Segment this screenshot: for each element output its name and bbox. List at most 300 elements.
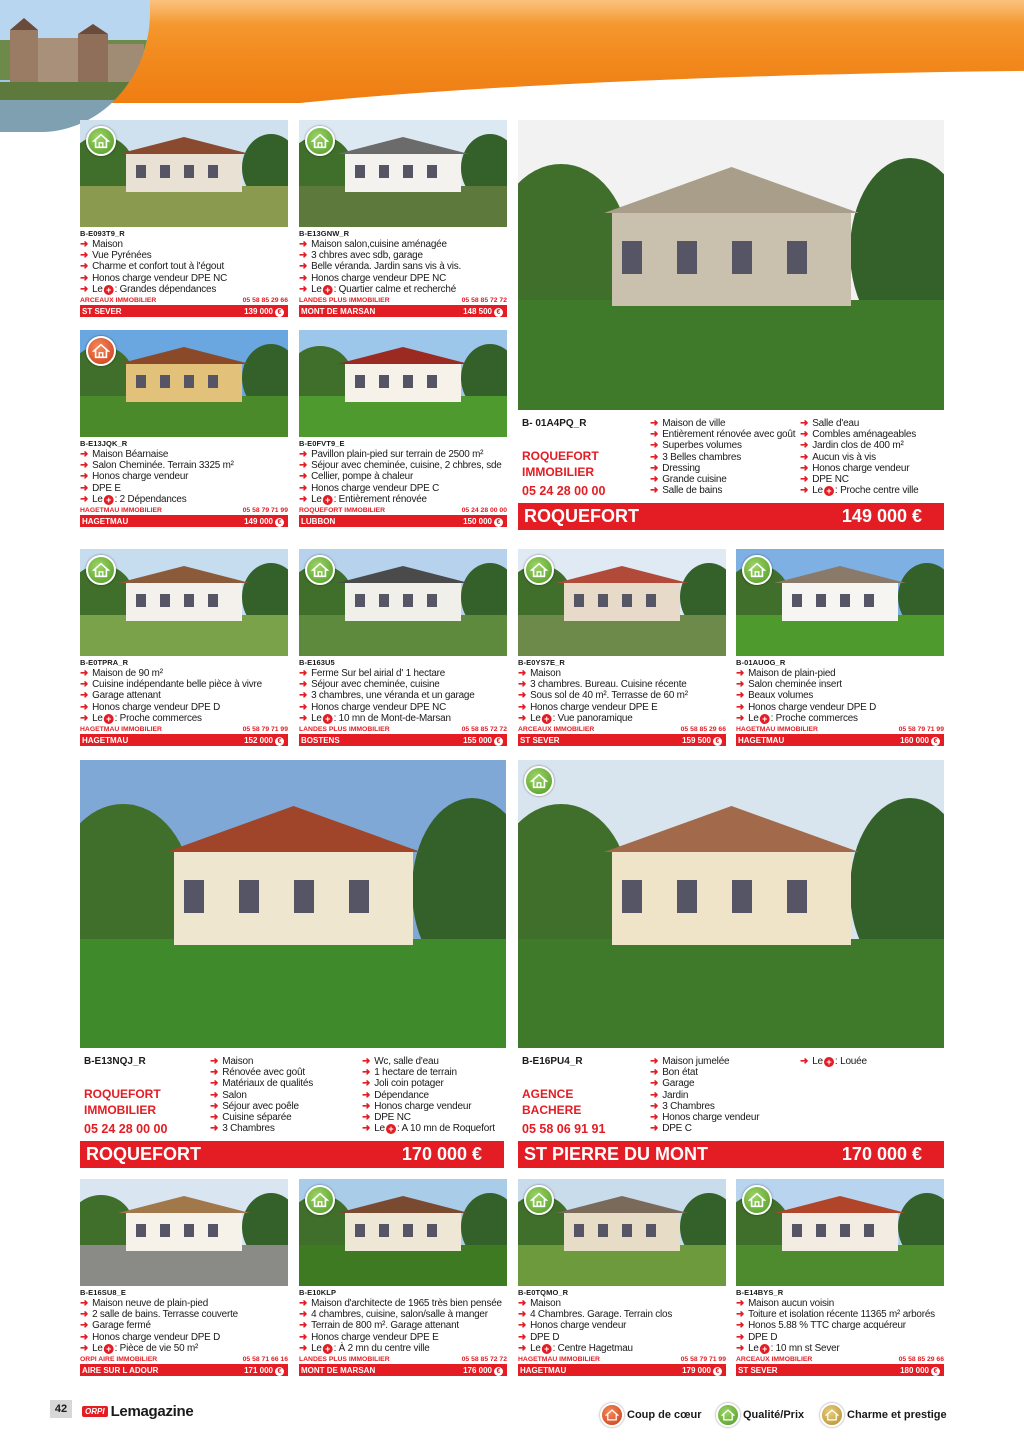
listing-card[interactable] — [299, 439, 507, 527]
arrow-icon: ➜ — [800, 462, 809, 474]
agency-phone[interactable]: 05 24 28 00 00 — [84, 1122, 168, 1136]
features-column-2 — [362, 1056, 495, 1134]
listing-feature: ➜ Terrain de 800 m². Garage attenant — [299, 1320, 459, 1332]
arrow-icon: ➜ — [299, 239, 308, 250]
listing-ref: B-E10KLP — [299, 1288, 337, 1297]
listing-photo — [299, 330, 507, 437]
agency-phone[interactable]: 05 58 85 29 66 — [680, 726, 726, 734]
listing-feature: ➜ Garage attenant — [80, 690, 161, 702]
arrow-icon: ➜ — [80, 261, 89, 273]
agency-phone[interactable]: 05 58 85 72 72 — [461, 297, 507, 305]
listing-plus: ➜ Le + : À 2 mn du centre ville — [299, 1342, 430, 1354]
euro-icon: € — [931, 1367, 940, 1376]
arrow-icon: ➜ — [80, 460, 89, 472]
arrow-icon: ➜ — [518, 1342, 527, 1354]
charme-prestige-icon — [820, 1403, 844, 1427]
arrow-icon: ➜ — [299, 1342, 308, 1354]
arrow-icon: ➜ — [299, 712, 308, 724]
euro-icon: € — [494, 737, 503, 746]
price-bar — [80, 735, 288, 746]
agency-line — [80, 506, 288, 516]
features-column-2 — [800, 418, 919, 496]
listing-photo — [518, 549, 726, 656]
agency-name: ROQUEFORT IMMOBILIER — [84, 1087, 161, 1117]
arrow-icon: ➜ — [80, 679, 89, 691]
listing-plus: ➜ Le + : Centre Hagetmau — [518, 1342, 633, 1354]
price-bar — [80, 516, 288, 527]
listing-ref: B-E16SU8_E — [80, 1288, 127, 1297]
agency-phone[interactable]: 05 58 79 71 99 — [242, 507, 288, 515]
listing-feature: ➜ 3 chambres, une véranda et un garage — [299, 690, 475, 702]
arrow-icon: ➜ — [80, 690, 89, 702]
listing-ref: B-E0FVT9_E — [299, 439, 345, 448]
listing-feature: ➜ Pavillon plain-pied sur terrain de 2500 m² — [299, 449, 484, 460]
agency-phone[interactable]: 05 58 79 71 99 — [680, 1356, 726, 1364]
listing-card[interactable] — [80, 229, 288, 317]
page-number: 42 — [50, 1400, 72, 1418]
arrow-icon: ➜ — [650, 440, 659, 452]
coup-de-coeur-icon — [600, 1403, 624, 1427]
arrow-icon: ➜ — [518, 1331, 527, 1343]
arrow-icon: ➜ — [650, 462, 659, 474]
arrow-icon: ➜ — [650, 418, 659, 429]
arrow-icon: ➜ — [80, 1309, 89, 1321]
arrow-icon: ➜ — [800, 485, 809, 497]
listing-feature: ➜ DPE D — [518, 1331, 560, 1343]
arrow-icon: ➜ — [650, 1078, 659, 1090]
plus-icon: + — [323, 1344, 333, 1354]
arrow-icon: ➜ — [80, 701, 89, 713]
euro-icon: € — [494, 308, 503, 317]
listing-ref: B-E14BYS_R — [736, 1288, 784, 1297]
city: BOSTENS — [301, 736, 340, 746]
arrow-icon: ➜ — [80, 239, 89, 250]
listing-photo-large — [518, 760, 944, 1048]
listing-feature: ➜ Toiture et isolation récente 11365 m² arborés — [736, 1309, 935, 1321]
price: 170 000 € — [841, 1144, 922, 1164]
agency-name: HAGETMAU IMMOBILIER — [518, 1356, 600, 1364]
arrow-icon: ➜ — [362, 1056, 371, 1067]
arrow-icon: ➜ — [650, 1100, 659, 1112]
listing-ref: B-E0TPRA_R — [80, 658, 129, 667]
city: ROQUEFORT — [524, 506, 639, 526]
features-column-1 — [210, 1056, 313, 1134]
listing-plus: ➜ Le + : Louée — [800, 1056, 867, 1067]
listing-feature: ➜ Matériaux de qualités — [210, 1078, 314, 1090]
agency-line — [299, 725, 507, 735]
price: 159 500 — [682, 735, 711, 745]
price: 139 000 — [244, 306, 273, 316]
arrow-icon: ➜ — [518, 1298, 527, 1309]
price-bar-large — [80, 1141, 504, 1168]
listing-ref: B-E163U5 — [299, 658, 335, 667]
arrow-icon: ➜ — [80, 1320, 89, 1332]
agency-phone[interactable]: 05 58 85 72 72 — [461, 1356, 507, 1364]
listing-photo-large — [518, 120, 944, 410]
listing-card[interactable] — [736, 1288, 944, 1376]
listing-photo — [80, 330, 288, 437]
agency-name: LANDES PLUS IMMOBILIER — [299, 297, 390, 305]
listing-feature: ➜ DPE NC — [362, 1112, 411, 1124]
price: 176 000 — [463, 1365, 492, 1375]
agency-phone[interactable]: 05 24 28 00 00 — [461, 507, 507, 515]
arrow-icon: ➜ — [299, 460, 308, 472]
agency-name: ROQUEFORT IMMOBILIER — [299, 507, 386, 515]
agency-phone[interactable]: 05 58 06 91 91 — [522, 1122, 606, 1136]
header-village-photo — [0, 0, 150, 132]
legend-qualite-prix: Qualité/Prix — [716, 1403, 804, 1427]
listing-feature: ➜ 4 chambres, cuisine, salon/salle à manger — [299, 1309, 488, 1321]
euro-icon: € — [494, 1367, 503, 1376]
listing-feature: ➜ Maison de 90 m² — [80, 668, 163, 679]
euro-icon: € — [275, 518, 284, 527]
listing-feature: ➜ Aucun vis à vis — [800, 451, 876, 463]
listing-plus: ➜ Le + : A 10 mn de Roquefort — [362, 1123, 495, 1135]
arrow-icon: ➜ — [299, 1309, 308, 1321]
listing-ref: B-E0YS7E_R — [518, 658, 565, 667]
agency-line — [80, 296, 288, 306]
plus-icon: + — [323, 714, 333, 724]
agency-name: ROQUEFORT IMMOBILIER — [522, 449, 599, 479]
listing-feature: ➜ Honos charge vendeur DPE D — [80, 701, 221, 713]
arrow-icon: ➜ — [736, 690, 745, 702]
arrow-icon: ➜ — [210, 1112, 219, 1124]
listing-feature: ➜ Honos charge vendeur — [80, 471, 189, 483]
plus-icon: + — [104, 714, 114, 724]
arrow-icon: ➜ — [362, 1089, 371, 1101]
listing-card[interactable] — [80, 658, 288, 746]
arrow-icon: ➜ — [650, 429, 659, 441]
arrow-icon: ➜ — [80, 471, 89, 483]
agency-line — [299, 296, 507, 306]
listing-feature: ➜ Honos charge vendeur DPE E — [518, 701, 658, 713]
arrow-icon: ➜ — [800, 474, 809, 486]
price: 170 000 € — [401, 1144, 482, 1164]
listing-feature: ➜ Maison — [210, 1056, 254, 1067]
price-bar — [80, 306, 288, 317]
price-bar — [299, 1365, 507, 1376]
agency-name: ORPI AIRE IMMOBILIER — [80, 1356, 158, 1364]
listing-feature: ➜ Belle véranda. Jardin sans vis à vis. — [299, 261, 462, 273]
listing-feature: ➜ Ferme Sur bel airial d' 1 hectare — [299, 668, 446, 679]
agency-phone[interactable]: 05 58 85 72 72 — [461, 726, 507, 734]
euro-icon: € — [713, 737, 722, 746]
agency-line — [80, 1355, 288, 1365]
plus-icon: + — [104, 285, 114, 295]
arrow-icon: ➜ — [299, 701, 308, 713]
listing-feature: ➜ Séjour avec poêle — [210, 1100, 299, 1112]
listing-feature: ➜ Dépendance — [362, 1089, 429, 1101]
price-bar — [299, 516, 507, 527]
arrow-icon: ➜ — [299, 250, 308, 262]
listing-feature: ➜ Honos charge vendeur DPE NC — [299, 701, 447, 713]
listing-plus: ➜ Le + : Proche centre ville — [800, 485, 919, 497]
qualite-prix-icon — [524, 766, 554, 796]
qualite-prix-icon — [305, 126, 335, 156]
listing-feature: ➜ Maison jumelée — [650, 1056, 730, 1067]
listing-feature: ➜ Sous sol de 40 m². Terrasse de 60 m² — [518, 690, 688, 702]
orpi-logo: ORPI — [82, 1406, 108, 1417]
listing-photo — [736, 1179, 944, 1286]
plus-icon: + — [386, 1124, 396, 1134]
price: 149 000 — [244, 516, 273, 526]
qualite-prix-icon — [524, 555, 554, 585]
arrow-icon: ➜ — [299, 1320, 308, 1332]
arrow-icon: ➜ — [210, 1100, 219, 1112]
city: ST SEVER — [738, 1366, 778, 1376]
listing-feature: ➜ Cellier, pompe à chaleur — [299, 471, 414, 483]
agency-name: HAGETMAU IMMOBILIER — [736, 726, 818, 734]
arrow-icon: ➜ — [650, 1056, 659, 1067]
listing-feature: ➜ Cuisine séparée — [210, 1112, 292, 1124]
price: 148 500 — [463, 306, 492, 316]
listing-feature: ➜ Honos charge vendeur DPE D — [80, 1331, 221, 1343]
arrow-icon: ➜ — [299, 493, 308, 505]
agency-phone[interactable]: 05 24 28 00 00 — [522, 484, 606, 498]
listing-feature: ➜ Dressing — [650, 462, 701, 474]
arrow-icon: ➜ — [736, 712, 745, 724]
plus-icon: + — [824, 486, 834, 496]
listing-feature: ➜ Jardin clos de 400 m² — [800, 440, 904, 452]
listing-plus: ➜ Le + : 10 mn st Sever — [736, 1342, 840, 1354]
arrow-icon: ➜ — [800, 451, 809, 463]
arrow-icon: ➜ — [518, 690, 527, 702]
listing-photo — [80, 1179, 288, 1286]
listing-feature: ➜ Jardin — [650, 1089, 689, 1101]
listing-feature: ➜ 1 hectare de terrain — [362, 1067, 457, 1079]
listing-photo — [80, 549, 288, 656]
listing-feature: ➜ Beaux volumes — [736, 690, 814, 702]
agency-line — [299, 506, 507, 516]
listing-photo — [518, 1179, 726, 1286]
plus-icon: + — [760, 714, 770, 724]
arrow-icon: ➜ — [80, 250, 89, 262]
listing-ref: B-E16PU4_R — [522, 1056, 583, 1067]
listing-feature: ➜ Maison — [518, 668, 561, 679]
price-bar-large — [518, 1141, 944, 1168]
listing-ref: B-01AUOG_R — [736, 658, 786, 667]
listing-feature: ➜ Maison salon,cuisine aménagée — [299, 239, 447, 250]
listing-feature: ➜ Maison neuve de plain-pied — [80, 1298, 209, 1309]
arrow-icon: ➜ — [210, 1056, 219, 1067]
qualite-prix-icon — [716, 1403, 740, 1427]
listing-feature: ➜ Garage fermé — [80, 1320, 151, 1332]
listing-feature: ➜ 3 Chambres — [210, 1123, 275, 1135]
listing-feature: ➜ Honos charge vendeur — [800, 462, 910, 474]
arrow-icon: ➜ — [518, 679, 527, 691]
agency-name: ARCEAUX IMMOBILIER — [518, 726, 595, 734]
listing-feature: ➜ Honos charge vendeur DPE NC — [80, 272, 228, 284]
listing-feature: ➜ Honos charge vendeur DPE E — [299, 1331, 439, 1343]
listing-card[interactable] — [299, 1288, 507, 1376]
price-bar — [736, 1365, 944, 1376]
agency-phone[interactable]: 05 58 71 66 16 — [242, 1356, 288, 1364]
arrow-icon: ➜ — [299, 471, 308, 483]
agency-line — [518, 725, 726, 735]
arrow-icon: ➜ — [80, 1342, 89, 1354]
listing-card[interactable] — [299, 658, 507, 746]
listing-feature: ➜ Honos charge vendeur DPE C — [299, 482, 440, 494]
arrow-icon: ➜ — [800, 429, 809, 441]
arrow-icon: ➜ — [80, 668, 89, 679]
agency-phone[interactable]: 05 58 85 29 66 — [898, 1356, 944, 1364]
arrow-icon: ➜ — [518, 712, 527, 724]
listing-ref: B-E13JQK_R — [80, 439, 128, 448]
listing-feature: ➜ Entièrement rénovée avec goût — [650, 429, 796, 441]
listing-feature: ➜ Wc, salle d'eau — [362, 1056, 439, 1067]
listing-feature: ➜ 4 Chambres. Garage. Terrain clos — [518, 1309, 673, 1321]
price: 160 000 — [900, 735, 929, 745]
price: 171 000 — [244, 1365, 273, 1375]
plus-icon: + — [104, 1344, 114, 1354]
arrow-icon: ➜ — [800, 440, 809, 452]
arrow-icon: ➜ — [299, 283, 308, 295]
listing-feature: ➜ 3 chambres. Bureau. Cuisine récente — [518, 679, 687, 691]
agency-phone[interactable]: 05 58 79 71 99 — [898, 726, 944, 734]
features-column-2 — [800, 1056, 867, 1067]
arrow-icon: ➜ — [299, 482, 308, 494]
listing-photo — [299, 549, 507, 656]
listing-card[interactable] — [518, 658, 726, 746]
listing-card[interactable] — [80, 1288, 288, 1376]
arrow-icon: ➜ — [80, 283, 89, 295]
features-column-1 — [650, 418, 795, 496]
listing-feature: ➜ Cuisine indépendante belle pièce à vivre — [80, 679, 262, 691]
magazine-logo — [82, 1403, 193, 1420]
qualite-prix-icon — [305, 555, 335, 585]
arrow-icon: ➜ — [800, 1056, 809, 1067]
city: HAGETMAU — [82, 736, 129, 746]
listing-feature: ➜ Maison d'architecte de 1965 très bien pensée — [299, 1298, 502, 1309]
arrow-icon: ➜ — [800, 418, 809, 429]
listing-feature: ➜ Honos charge vendeur — [518, 1320, 627, 1332]
arrow-icon: ➜ — [650, 1112, 659, 1124]
listing-feature: ➜ Maison de ville — [650, 418, 726, 429]
euro-icon: € — [275, 1367, 284, 1376]
qualite-prix-icon — [86, 126, 116, 156]
qualite-prix-icon — [305, 1185, 335, 1215]
arrow-icon: ➜ — [299, 690, 308, 702]
agency-name: AGENCE BACHERE — [522, 1087, 582, 1117]
price: 180 000 — [900, 1365, 929, 1375]
listing-feature: ➜ Joli coin potager — [362, 1078, 444, 1090]
listing-feature: ➜ DPE D — [736, 1331, 778, 1343]
listing-card[interactable] — [80, 439, 288, 527]
listing-card[interactable] — [518, 1288, 726, 1376]
arrow-icon: ➜ — [299, 272, 308, 284]
listing-feature: ➜ 3 Chambres — [650, 1100, 715, 1112]
listing-feature: ➜ Grande cuisine — [650, 474, 727, 486]
listing-feature: ➜ Garage — [650, 1078, 695, 1090]
arrow-icon: ➜ — [650, 1089, 659, 1101]
plus-icon: + — [824, 1057, 834, 1067]
listing-ref: B- 01A4PQ_R — [522, 418, 587, 429]
arrow-icon: ➜ — [80, 1298, 89, 1309]
city: ST SEVER — [520, 736, 560, 746]
listing-ref: B-E13NQJ_R — [84, 1056, 146, 1067]
listing-plus: ➜ Le + : Pièce de vie 50 m² — [80, 1342, 199, 1354]
agency-phone[interactable]: 05 58 85 29 66 — [242, 297, 288, 305]
listing-plus: ➜ Le + : Proche commerces — [736, 712, 858, 724]
listing-feature: ➜ Maison de plain-pied — [736, 668, 836, 679]
arrow-icon: ➜ — [650, 451, 659, 463]
arrow-icon: ➜ — [362, 1067, 371, 1079]
listing-feature: ➜ Superbes volumes — [650, 440, 742, 452]
city: MONT DE MARSAN — [301, 1366, 376, 1376]
arrow-icon: ➜ — [518, 701, 527, 713]
listing-feature: ➜ 2 salle de bains. Terrasse couverte — [80, 1309, 238, 1321]
listing-feature: ➜ Salon — [210, 1089, 247, 1101]
agency-phone[interactable]: 05 58 79 71 99 — [242, 726, 288, 734]
euro-icon: € — [931, 737, 940, 746]
magazine-name: Lemagazine — [110, 1403, 194, 1420]
listing-card[interactable] — [299, 229, 507, 317]
plus-icon: + — [104, 495, 114, 505]
arrow-icon: ➜ — [299, 1298, 308, 1309]
listing-plus: ➜ Le + : Quartier calme et recherché — [299, 283, 457, 295]
legend-charme-prestige: Charme et prestige — [820, 1403, 947, 1427]
listing-plus: ➜ Le + : Entièrement rénovée — [299, 493, 427, 505]
agency-line — [518, 1355, 726, 1365]
arrow-icon: ➜ — [736, 1342, 745, 1354]
arrow-icon: ➜ — [362, 1123, 371, 1135]
arrow-icon: ➜ — [80, 712, 89, 724]
listing-photo — [736, 549, 944, 656]
listing-feature: ➜ Salon Cheminée. Terrain 3325 m² — [80, 460, 234, 472]
listing-photo — [299, 1179, 507, 1286]
agency-line — [299, 1355, 507, 1365]
city: ST SEVER — [82, 307, 122, 317]
agency-name: ARCEAUX IMMOBILIER — [736, 1356, 813, 1364]
arrow-icon: ➜ — [736, 1298, 745, 1309]
listing-feature: ➜ Salle de bains — [650, 485, 723, 497]
listing-card[interactable] — [736, 658, 944, 746]
listing-feature: ➜ Séjour avec cheminée, cuisine, 2 chbres, sde — [299, 460, 502, 472]
listing-feature: ➜ Honos charge vendeur DPE D — [736, 701, 877, 713]
arrow-icon: ➜ — [736, 679, 745, 691]
coup-de-coeur-icon — [86, 336, 116, 366]
listing-feature: ➜ Maison — [80, 239, 123, 250]
agency-line — [736, 1355, 944, 1365]
city: ROQUEFORT — [86, 1144, 201, 1164]
listing-feature: ➜ Honos charge vendeur DPE NC — [299, 272, 447, 284]
euro-icon: € — [494, 518, 503, 527]
euro-icon: € — [275, 737, 284, 746]
listing-feature: ➜ Charme et confort tout à l'égout — [80, 261, 225, 273]
arrow-icon: ➜ — [362, 1100, 371, 1112]
arrow-icon: ➜ — [80, 493, 89, 505]
arrow-icon: ➜ — [518, 668, 527, 679]
listing-feature: ➜ Salon cheminée insert — [736, 679, 842, 691]
price-bar — [299, 306, 507, 317]
listing-feature: ➜ Bon état — [650, 1067, 698, 1079]
listing-feature: ➜ Salle d'eau — [800, 418, 860, 429]
listing-plus: ➜ Le + : Grandes dépendances — [80, 283, 217, 295]
listing-feature: ➜ Honos 5.88 % TTC charge acquéreur — [736, 1320, 906, 1332]
arrow-icon: ➜ — [299, 668, 308, 679]
arrow-icon: ➜ — [650, 1123, 659, 1135]
listing-ref: B-E13GNW_R — [299, 229, 350, 238]
qualite-prix-icon — [742, 1185, 772, 1215]
price-bar — [518, 1365, 726, 1376]
agency-line — [80, 725, 288, 735]
listing-feature: ➜ Rénovée avec goût — [210, 1067, 305, 1079]
plus-icon: + — [542, 1344, 552, 1354]
arrow-icon: ➜ — [210, 1078, 219, 1090]
page-header — [0, 0, 1024, 110]
agency-name: LANDES PLUS IMMOBILIER — [299, 726, 390, 734]
price-bar — [80, 1365, 288, 1376]
